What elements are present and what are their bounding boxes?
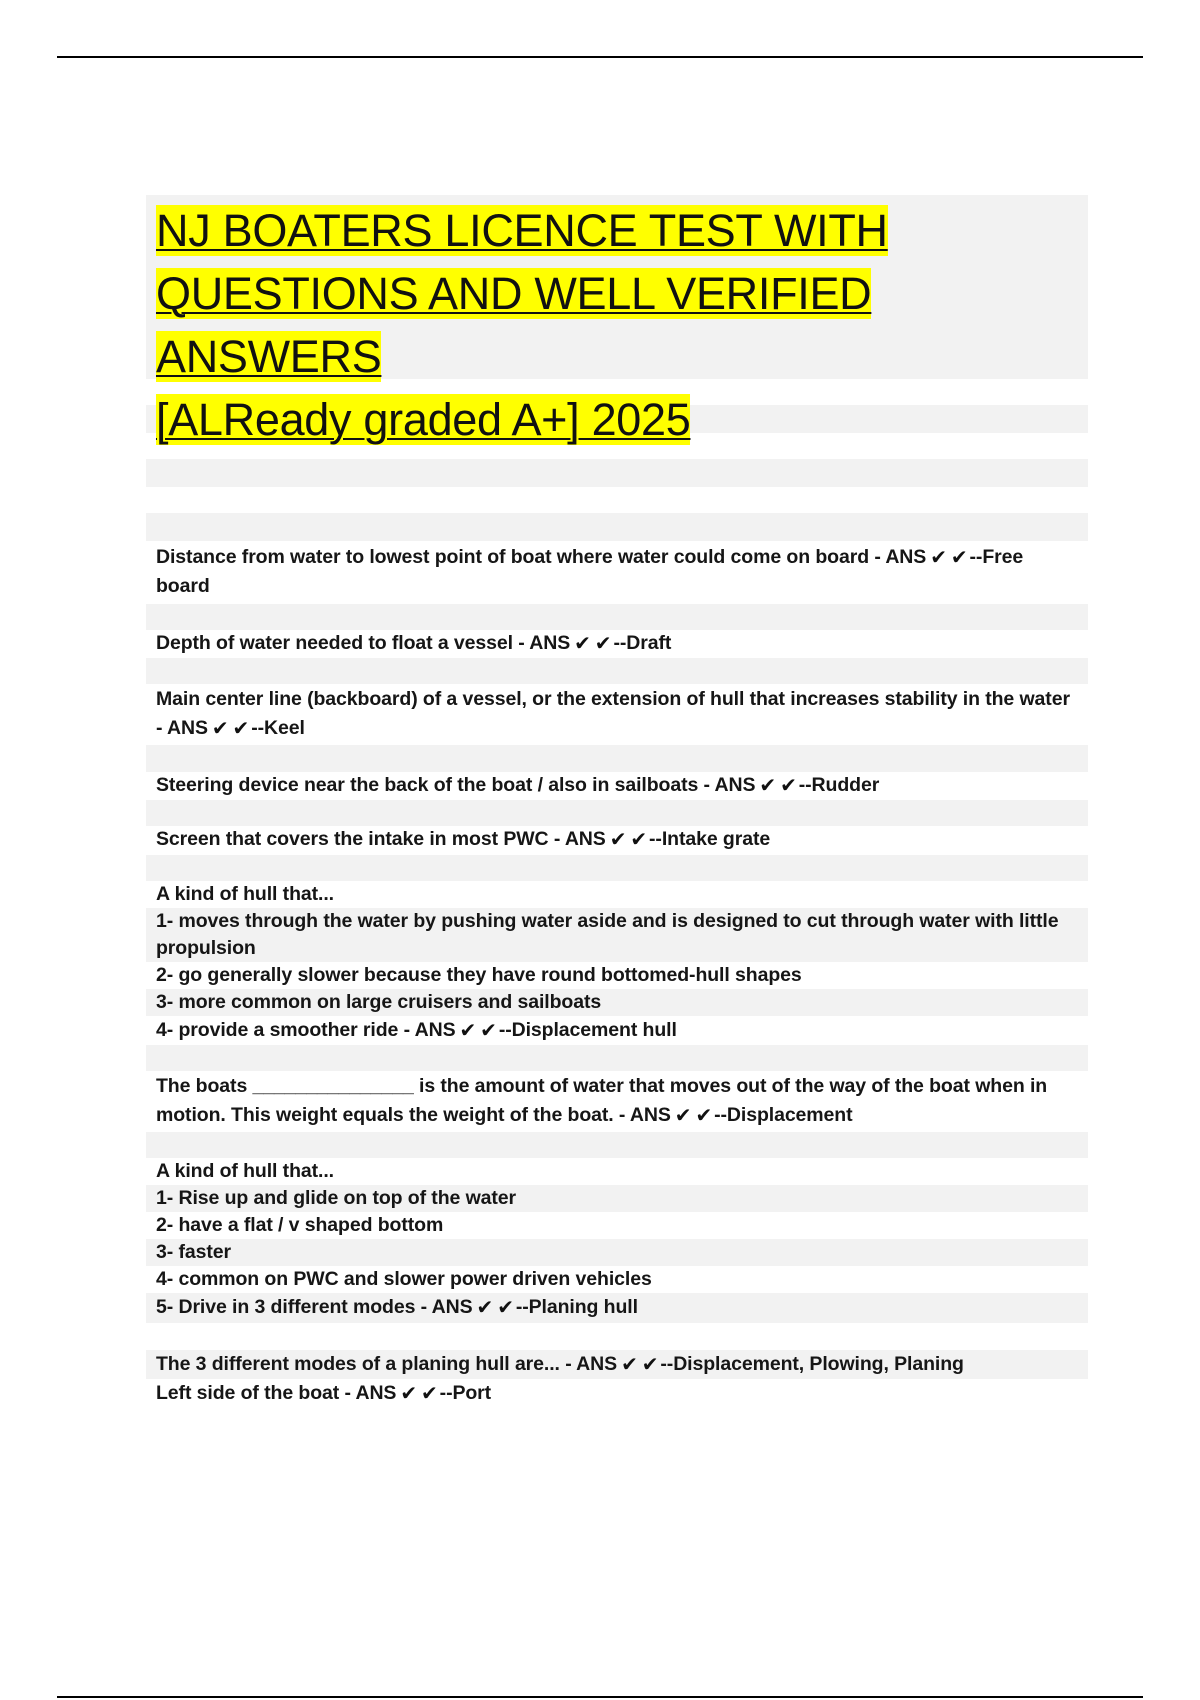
- qa-entry-rudder: [146, 772, 1088, 800]
- question-line: 3- more common on large cruisers and sailboats: [156, 991, 602, 1013]
- qa-entry-draft: [146, 630, 1088, 658]
- blank-band: [146, 658, 1088, 684]
- question-text: The 3 different modes of a planing hull are... - ANS: [156, 1353, 618, 1375]
- qa-entry-keel: [146, 684, 1088, 745]
- check-icon: ✔: [421, 1383, 438, 1405]
- qa-entry-intake-grate: [146, 826, 1088, 855]
- question-line-band: [146, 1293, 1088, 1323]
- check-icon: ✔: [930, 547, 947, 569]
- check-icon: ✔: [480, 1020, 497, 1042]
- document-body: [146, 195, 1088, 1408]
- question-line: 1- Rise up and glide on top of the water: [156, 1187, 517, 1209]
- title-line-1: NJ BOATERS LICENCE TEST WITH: [156, 205, 888, 256]
- blank-band: [146, 459, 1088, 487]
- question-text: The boats _______________ is the amount of water that moves out of the way of the boat when in motion. This weight equals the weight of the boat. - ANS: [156, 1075, 1048, 1126]
- question-line-row: [146, 1016, 1088, 1045]
- document-title: [146, 195, 1088, 445]
- check-icon: ✔: [759, 775, 777, 797]
- header-rule: [57, 56, 1143, 58]
- check-icon: ✔: [950, 547, 968, 569]
- check-icon: ✔: [609, 829, 627, 851]
- check-icon: ✔: [674, 1105, 692, 1127]
- answer-text: --Free board: [156, 546, 1024, 597]
- spacer: [146, 1323, 1088, 1350]
- check-icon: ✔: [574, 633, 591, 655]
- question-line: 2- have a flat / v shaped bottom: [156, 1214, 444, 1236]
- check-icon: ✔: [594, 633, 612, 655]
- check-icon: ✔: [232, 718, 250, 740]
- blank-band: [146, 513, 1088, 541]
- qa-entry-port: [146, 1379, 1088, 1408]
- question-line: 1- moves through the water by pushing water aside and is designed to cut through water with little propulsion: [156, 910, 1059, 959]
- question-line: 2- go generally slower because they have round bottomed-hull shapes: [156, 964, 802, 986]
- question-text: Main center line (backboard) of a vessel, or the extension of hull that increases stability in the water - ANS: [156, 688, 1070, 739]
- question-line-band: [146, 1239, 1088, 1266]
- check-icon: ✔: [459, 1020, 477, 1042]
- question-line: 4- common on PWC and slower power driven vehicles: [156, 1268, 652, 1290]
- answer-text: --Displacement hull: [498, 1019, 677, 1041]
- question-line-row: [146, 962, 1088, 989]
- blank-band: [146, 1132, 1088, 1158]
- check-icon: ✔: [211, 718, 229, 740]
- answer-text: --Displacement: [714, 1104, 853, 1126]
- answer-text: --Displacement, Plowing, Planing: [660, 1353, 964, 1375]
- question-line-band: [146, 1185, 1088, 1212]
- question-text: 4- provide a smoother ride - ANS: [156, 1019, 456, 1041]
- question-line-band: [146, 908, 1088, 962]
- check-icon: ✔: [497, 1297, 514, 1319]
- check-icon: ✔: [641, 1354, 659, 1376]
- blank-band: [146, 800, 1088, 826]
- question-text: Distance from water to lowest point of boat where water could come on board - ANS: [156, 546, 927, 568]
- answer-text: --Keel: [251, 717, 305, 739]
- blank-band: [146, 855, 1088, 881]
- question-text: Steering device near the back of the boat / also in sailboats - ANS: [156, 774, 756, 796]
- qa-entry-displacement: [146, 1071, 1088, 1132]
- question-text: Screen that covers the intake in most PWC - ANS: [156, 828, 606, 850]
- question-text: Depth of water needed to float a vessel - ANS: [156, 632, 571, 654]
- blank-band: [146, 604, 1088, 630]
- answer-text: --Intake grate: [649, 828, 771, 850]
- answer-text: --Port: [439, 1382, 492, 1404]
- check-icon: ✔: [630, 829, 648, 851]
- check-icon: ✔: [621, 1354, 638, 1376]
- spacer: [146, 487, 1088, 513]
- qa-entry-displacement-hull: [146, 881, 1088, 908]
- question-text: 5- Drive in 3 different modes - ANS: [156, 1296, 473, 1318]
- answer-text: --Rudder: [798, 774, 880, 796]
- qa-entry-free-board: [146, 541, 1088, 604]
- question-line-row: [146, 1266, 1088, 1293]
- answer-text: --Draft: [613, 632, 672, 654]
- check-icon: ✔: [400, 1383, 417, 1405]
- question-line-band: [146, 989, 1088, 1016]
- answer-text: --Planing hull: [515, 1296, 638, 1318]
- check-icon: ✔: [780, 775, 797, 797]
- title-line-2: QUESTIONS AND WELL VERIFIED ANSWERS: [156, 268, 872, 382]
- blank-band: [146, 745, 1088, 772]
- check-icon: ✔: [695, 1105, 713, 1127]
- question-line: A kind of hull that...: [156, 883, 334, 905]
- qa-entry-planing-hull: [146, 1158, 1088, 1185]
- question-line: 3- faster: [156, 1241, 231, 1263]
- question-line: A kind of hull that...: [156, 1160, 334, 1182]
- footer-rule: [57, 1696, 1143, 1698]
- qa-entry-planing-modes: [146, 1350, 1088, 1379]
- check-icon: ✔: [476, 1297, 494, 1319]
- question-text: Left side of the boat - ANS: [156, 1382, 397, 1404]
- title-line-3: [ALReady graded A+] 2025: [156, 394, 691, 445]
- blank-band: [146, 1045, 1088, 1071]
- question-line-row: [146, 1212, 1088, 1239]
